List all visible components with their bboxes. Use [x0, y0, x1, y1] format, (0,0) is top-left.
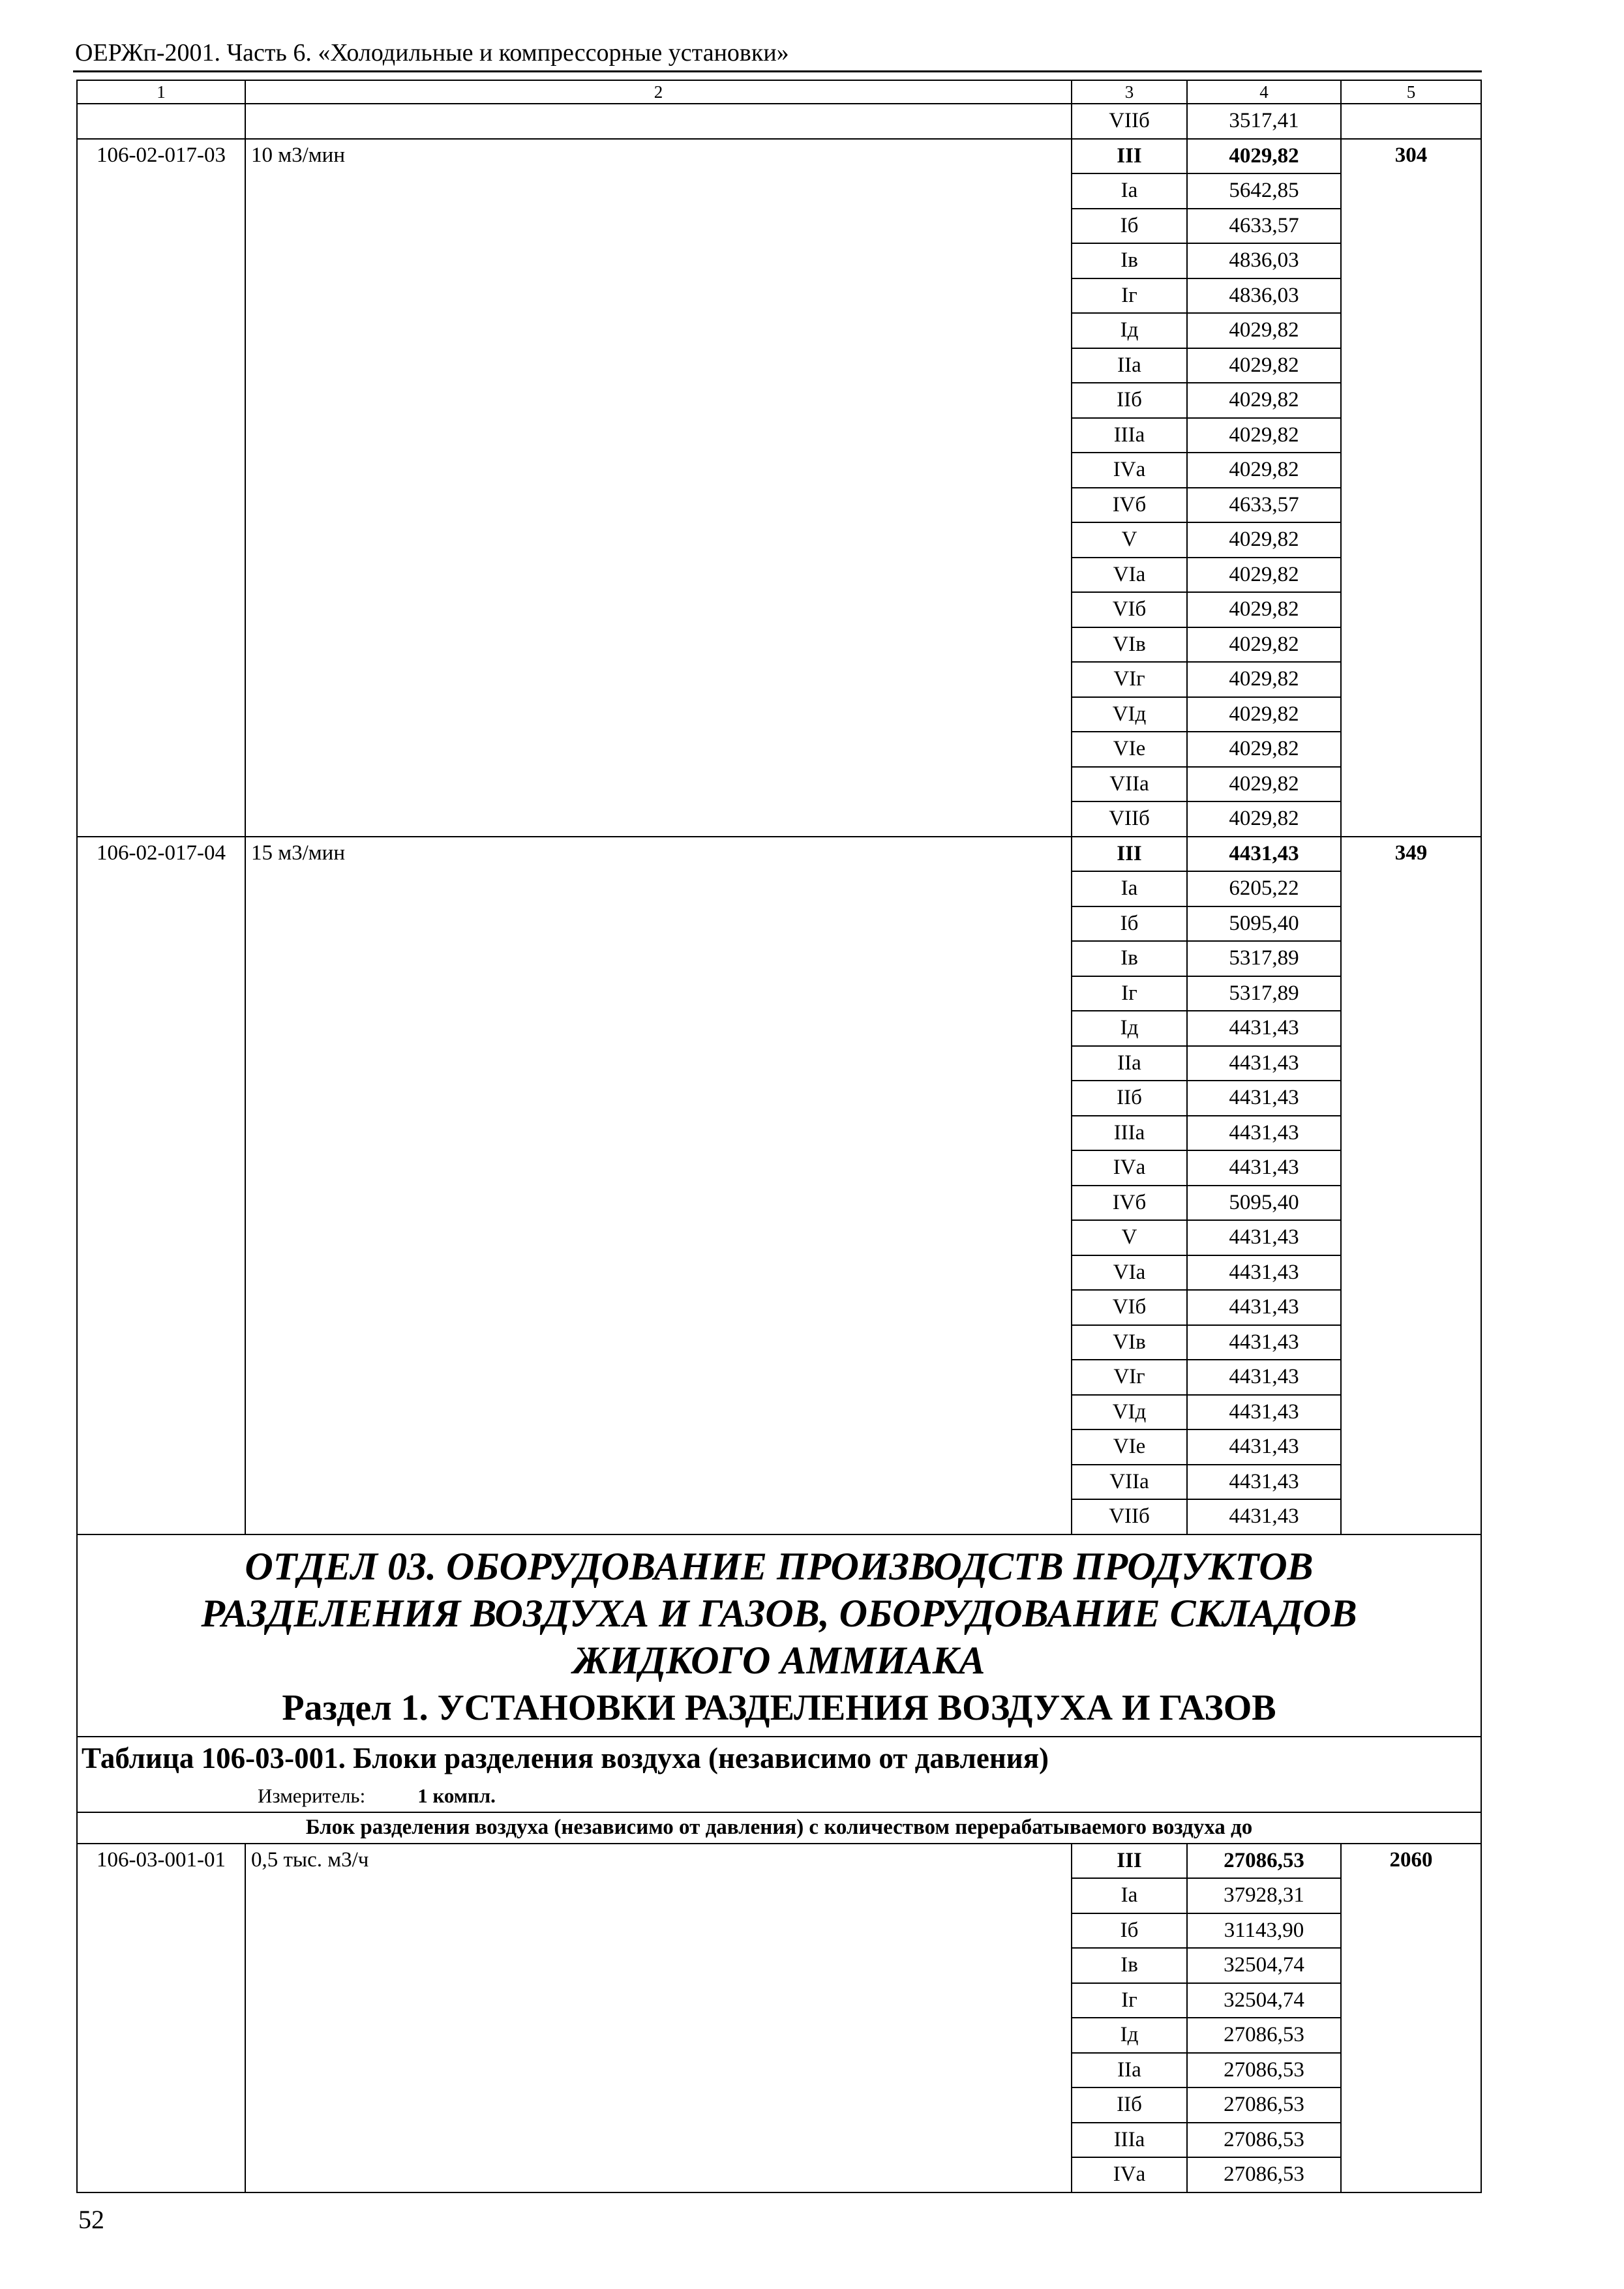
- page-number: 52: [78, 2205, 104, 2234]
- document-header: ОЕРЖп-2001. Часть 6. «Холодильные и компрессорные установки»: [75, 39, 789, 67]
- zone-cell: VIб: [1072, 1290, 1187, 1325]
- subheading: Блок разделения воздуха (независимо от давления) с количеством перерабатываемого воздуха до: [77, 1812, 1481, 1844]
- zone-cell: IIIа: [1072, 418, 1187, 453]
- zone-cell: VIв: [1072, 627, 1187, 663]
- zone-cell: IVа: [1072, 453, 1187, 488]
- zone-cell: V: [1072, 1220, 1187, 1255]
- code-cell: 106-02-017-03: [77, 139, 245, 837]
- unit-line: [82, 1784, 1481, 1808]
- value-cell: 4633,57: [1187, 209, 1341, 244]
- value-cell: 4029,82: [1187, 801, 1341, 837]
- zone-cell: V: [1072, 522, 1187, 558]
- zone-cell: VIв: [1072, 1325, 1187, 1360]
- value-cell: 4029,82: [1187, 767, 1341, 802]
- value-cell: 4431,43: [1187, 1116, 1341, 1151]
- column-number: 3: [1072, 80, 1187, 104]
- value-cell: 27086,53: [1187, 2087, 1341, 2123]
- column-number: 5: [1341, 80, 1481, 104]
- zone-cell: VIIб: [1072, 104, 1187, 139]
- zone-cell: IIб: [1072, 383, 1187, 418]
- value-cell: 32504,74: [1187, 1983, 1341, 2018]
- zone-cell: Iб: [1072, 1913, 1187, 1949]
- value-cell: 4029,82: [1187, 627, 1341, 663]
- zone-cell: IIа: [1072, 2053, 1187, 2088]
- zone-cell: VIIб: [1072, 801, 1187, 837]
- code-cell: [77, 104, 245, 139]
- zone-cell: VIIб: [1072, 1499, 1187, 1534]
- zone-cell: IIб: [1072, 2087, 1187, 2123]
- value-cell: 4431,43: [1187, 1150, 1341, 1186]
- zone-cell: Iд: [1072, 2018, 1187, 2053]
- continuation-row: [77, 104, 1481, 139]
- zone-cell: Iв: [1072, 1948, 1187, 1983]
- crew-cell: 349: [1341, 837, 1481, 1534]
- zone-cell: VIа: [1072, 1255, 1187, 1291]
- value-cell: 4029,82: [1187, 453, 1341, 488]
- unit-label: Измеритель:: [258, 1784, 366, 1807]
- section-title-line: ОТДЕЛ 03. ОБОРУДОВАНИЕ ПРОИЗВОДСТВ ПРОДУКТОВ: [245, 1544, 1314, 1588]
- zone-cell: Iг: [1072, 278, 1187, 314]
- zone-cell: VIIа: [1072, 1465, 1187, 1500]
- zone-cell: IVб: [1072, 1186, 1187, 1221]
- rates-table: [76, 80, 1482, 2193]
- value-cell: 4431,43: [1187, 1395, 1341, 1430]
- zone-cell: III: [1072, 139, 1187, 174]
- unit-value: 1 компл.: [417, 1784, 496, 1807]
- column-number-row: [77, 80, 1481, 104]
- value-cell: 4431,43: [1187, 1255, 1341, 1291]
- value-cell: 4029,82: [1187, 313, 1341, 348]
- value-cell: 27086,53: [1187, 2018, 1341, 2053]
- description-cell: 0,5 тыс. м3/ч: [245, 1844, 1072, 2192]
- zone-cell: Iб: [1072, 906, 1187, 942]
- zone-cell: Iб: [1072, 209, 1187, 244]
- value-cell: 4431,43: [1187, 1290, 1341, 1325]
- value-cell: 4029,82: [1187, 348, 1341, 383]
- zone-cell: IIа: [1072, 348, 1187, 383]
- value-cell: 4633,57: [1187, 488, 1341, 523]
- section-heading: [77, 1534, 1481, 1737]
- table-row: [77, 837, 1481, 872]
- value-cell: 4431,43: [1187, 1465, 1341, 1500]
- value-cell: 4431,43: [1187, 1325, 1341, 1360]
- zone-cell: III: [1072, 1844, 1187, 1879]
- value-cell: 4029,82: [1187, 139, 1341, 174]
- value-cell: 4431,43: [1187, 1360, 1341, 1395]
- zone-cell: VIб: [1072, 592, 1187, 627]
- value-cell: 4836,03: [1187, 278, 1341, 314]
- value-cell: 27086,53: [1187, 1844, 1341, 1879]
- zone-cell: IVа: [1072, 2157, 1187, 2192]
- value-cell: 27086,53: [1187, 2157, 1341, 2192]
- value-cell: 4029,82: [1187, 662, 1341, 697]
- value-cell: 4431,43: [1187, 1220, 1341, 1255]
- table-row: [77, 139, 1481, 174]
- zone-cell: Iа: [1072, 871, 1187, 906]
- zone-cell: VIд: [1072, 1395, 1187, 1430]
- value-cell: 4431,43: [1187, 1046, 1341, 1081]
- zone-cell: Iа: [1072, 173, 1187, 209]
- table-title: Таблица 106-03-001. Блоки разделения воздуха (независимо от давления): [82, 1741, 1049, 1774]
- zone-cell: VIг: [1072, 662, 1187, 697]
- zone-cell: Iд: [1072, 1011, 1187, 1046]
- value-cell: 31143,90: [1187, 1913, 1341, 1949]
- value-cell: 27086,53: [1187, 2123, 1341, 2158]
- zone-cell: Iг: [1072, 976, 1187, 1011]
- value-cell: 4836,03: [1187, 243, 1341, 278]
- zone-cell: IIIа: [1072, 1116, 1187, 1151]
- table-row: [77, 1844, 1481, 1879]
- zone-cell: VIг: [1072, 1360, 1187, 1395]
- crew-cell: 2060: [1341, 1844, 1481, 2192]
- value-cell: 4431,43: [1187, 1011, 1341, 1046]
- description-cell: 10 м3/мин: [245, 139, 1072, 837]
- value-cell: 32504,74: [1187, 1948, 1341, 1983]
- value-cell: 4029,82: [1187, 522, 1341, 558]
- zone-cell: IIа: [1072, 1046, 1187, 1081]
- zone-cell: IVа: [1072, 1150, 1187, 1186]
- section-subtitle: Раздел 1. УСТАНОВКИ РАЗДЕЛЕНИЯ ВОЗДУХА И ГАЗОВ: [282, 1687, 1276, 1728]
- zone-cell: VIе: [1072, 732, 1187, 767]
- value-cell: 4029,82: [1187, 418, 1341, 453]
- zone-cell: Iа: [1072, 1878, 1187, 1913]
- value-cell: 6205,22: [1187, 871, 1341, 906]
- value-cell: 5095,40: [1187, 1186, 1341, 1221]
- value-cell: 4029,82: [1187, 592, 1341, 627]
- value-cell: 5317,89: [1187, 941, 1341, 976]
- value-cell: 5317,89: [1187, 976, 1341, 1011]
- column-number: 2: [245, 80, 1072, 104]
- rates-table-body: [77, 80, 1481, 2192]
- column-number: 1: [77, 80, 245, 104]
- value-cell: 4431,43: [1187, 1081, 1341, 1116]
- zone-cell: VIа: [1072, 558, 1187, 593]
- zone-cell: III: [1072, 837, 1187, 872]
- code-cell: 106-02-017-04: [77, 837, 245, 1534]
- zone-cell: Iв: [1072, 941, 1187, 976]
- zone-cell: IIб: [1072, 1081, 1187, 1116]
- value-cell: 4431,43: [1187, 1429, 1341, 1465]
- value-cell: 4029,82: [1187, 558, 1341, 593]
- table-title-cell: [77, 1737, 1481, 1812]
- column-number: 4: [1187, 80, 1341, 104]
- value-cell: 4029,82: [1187, 383, 1341, 418]
- code-cell: 106-03-001-01: [77, 1844, 245, 2192]
- table-title-row: [77, 1737, 1481, 1812]
- subheading-row: [77, 1812, 1481, 1844]
- section-title-line: РАЗДЕЛЕНИЯ ВОЗДУХА И ГАЗОВ, ОБОРУДОВАНИЕ СКЛАДОВ: [201, 1591, 1357, 1635]
- value-cell: 5095,40: [1187, 906, 1341, 942]
- zone-cell: Iд: [1072, 313, 1187, 348]
- crew-cell: [1341, 104, 1481, 139]
- value-cell: 3517,41: [1187, 104, 1341, 139]
- zone-cell: Iг: [1072, 1983, 1187, 2018]
- zone-cell: IIIа: [1072, 2123, 1187, 2158]
- value-cell: 4431,43: [1187, 1499, 1341, 1534]
- section-title-line: ЖИДКОГО АММИАКА: [573, 1638, 985, 1682]
- value-cell: 5642,85: [1187, 173, 1341, 209]
- zone-cell: IVб: [1072, 488, 1187, 523]
- zone-cell: VIIа: [1072, 767, 1187, 802]
- value-cell: 37928,31: [1187, 1878, 1341, 1913]
- header-rule: [73, 70, 1482, 72]
- value-cell: 4029,82: [1187, 697, 1341, 732]
- zone-cell: VIд: [1072, 697, 1187, 732]
- description-cell: 15 м3/мин: [245, 837, 1072, 1534]
- zone-cell: VIе: [1072, 1429, 1187, 1465]
- description-cell: [245, 104, 1072, 139]
- crew-cell: 304: [1341, 139, 1481, 837]
- value-cell: 27086,53: [1187, 2053, 1341, 2088]
- section-row: [77, 1534, 1481, 1737]
- value-cell: 4029,82: [1187, 732, 1341, 767]
- zone-cell: Iв: [1072, 243, 1187, 278]
- value-cell: 4431,43: [1187, 837, 1341, 872]
